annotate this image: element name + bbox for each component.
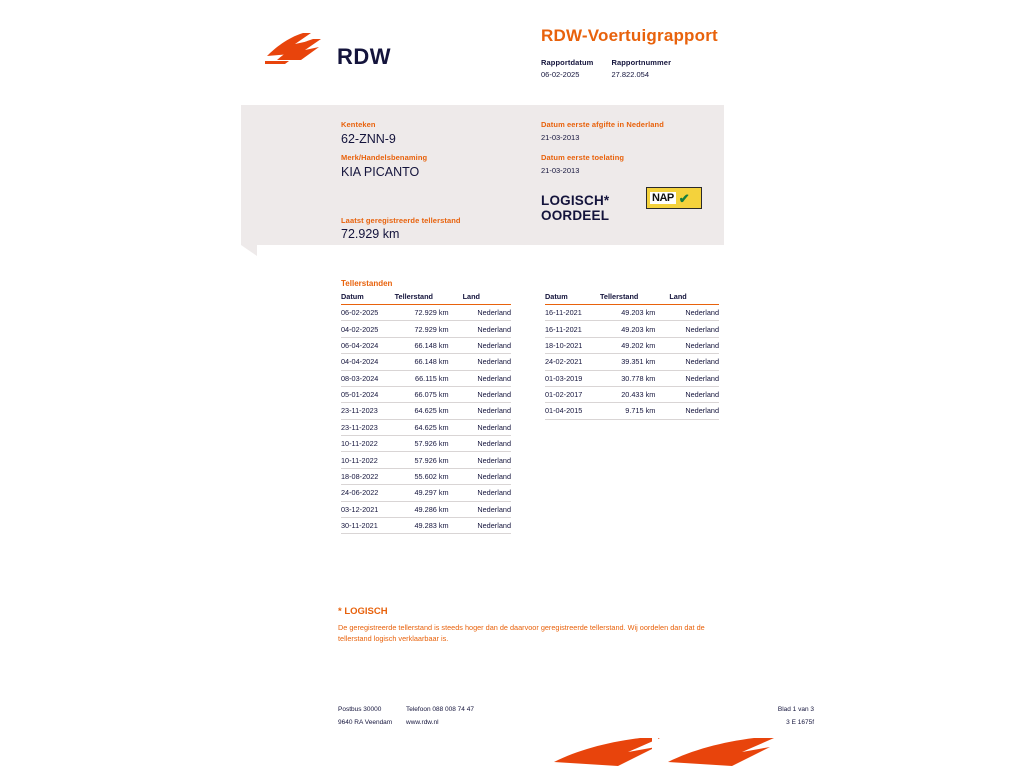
cell-tellerstand: 49.203 km: [600, 321, 669, 337]
table-row: [545, 337, 719, 353]
table-row: [341, 485, 511, 501]
cell-land: Nederland: [669, 354, 719, 370]
datum-eerste-toelating-value: 21-03-2013: [541, 166, 580, 175]
laatste-tellerstand-label: Laatst geregistreerde tellerstand: [341, 216, 461, 225]
header-land: Land: [669, 292, 719, 305]
cell-datum: 23-11-2023: [341, 403, 395, 419]
cell-tellerstand: 66.148 km: [395, 354, 463, 370]
page-title: RDW-Voertuigrapport: [541, 26, 718, 45]
datum-eerste-toelating-label: Datum eerste toelating: [541, 153, 625, 162]
table-row: [341, 386, 511, 402]
cell-land: Nederland: [463, 436, 511, 452]
oordeel-block: [541, 193, 609, 223]
footer-contact: [406, 703, 474, 729]
table-body-left: [341, 305, 511, 534]
header-datum: Datum: [545, 292, 600, 305]
table-row: [341, 468, 511, 484]
header-land: Land: [463, 292, 511, 305]
footer-address: [338, 703, 392, 729]
table-header-row: [545, 292, 719, 305]
cell-datum: 03-12-2021: [341, 501, 395, 517]
footnote-body: De geregistreerde tellerstand is steeds hoger dan de daarvoor geregistreerde tellerstand. Wij oordelen dan dat de tellerstand logisch verklaarbaar is.: [338, 623, 705, 643]
meta-rapportdatum: [541, 58, 593, 79]
kenteken-label: Kenteken: [341, 120, 376, 129]
table-row: [545, 370, 719, 386]
table-row: [341, 370, 511, 386]
nap-badge: [646, 187, 702, 209]
footer-page-info: Blad 1 van 3: [777, 706, 814, 713]
table-row: [545, 403, 719, 419]
cell-tellerstand: 9.715 km: [600, 403, 669, 419]
cell-tellerstand: 30.778 km: [600, 370, 669, 386]
table-row: [341, 436, 511, 452]
cell-land: Nederland: [463, 419, 511, 435]
table-body-right: [545, 305, 719, 420]
table-row: [545, 386, 719, 402]
cell-datum: 18-10-2021: [545, 337, 600, 353]
table-header-row: [341, 292, 511, 305]
meta-rapportdatum-value: 06-02-2025: [541, 70, 580, 79]
cell-tellerstand: 66.148 km: [395, 337, 463, 353]
vehicle-summary-panel: [241, 105, 724, 245]
cell-tellerstand: 64.625 km: [395, 419, 463, 435]
merk-label: Merk/Handelsbenaming: [341, 153, 428, 162]
cell-land: Nederland: [463, 452, 511, 468]
cell-tellerstand: 57.926 km: [395, 452, 463, 468]
tellerstanden-title: Tellerstanden: [341, 279, 393, 288]
table-row: [341, 501, 511, 517]
table-row: [341, 419, 511, 435]
footer-page-info-block: [694, 703, 814, 729]
cell-tellerstand: 66.075 km: [395, 386, 463, 402]
cell-land: Nederland: [463, 337, 511, 353]
footer-address-line-1: Postbus 30000: [338, 706, 382, 713]
brand-name: RDW: [337, 44, 392, 69]
tellerstanden-table-right: [545, 292, 719, 420]
table-row: [341, 305, 511, 321]
datum-eerste-afgifte-label: Datum eerste afgifte in Nederland: [541, 120, 664, 129]
table-row: [341, 403, 511, 419]
table-row: [341, 337, 511, 353]
cell-land: Nederland: [669, 386, 719, 402]
table-row: [341, 452, 511, 468]
table-row: [545, 354, 719, 370]
datum-eerste-afgifte-value: 21-03-2013: [541, 133, 580, 142]
footer-website[interactable]: www.rdw.nl: [406, 719, 439, 726]
panel-notch: [241, 245, 257, 256]
cell-land: Nederland: [463, 468, 511, 484]
cell-datum: 16-11-2021: [545, 305, 600, 321]
cell-datum: 30-11-2021: [341, 517, 395, 533]
cell-tellerstand: 64.625 km: [395, 403, 463, 419]
cell-tellerstand: 55.602 km: [395, 468, 463, 484]
cell-datum: 18-08-2022: [341, 468, 395, 484]
check-icon: ✔: [678, 190, 690, 206]
cell-datum: 06-04-2024: [341, 337, 395, 353]
rdw-logo-block: [265, 22, 465, 72]
cell-tellerstand: 57.926 km: [395, 436, 463, 452]
cell-land: Nederland: [463, 403, 511, 419]
cell-land: Nederland: [463, 517, 511, 533]
cell-datum: 01-03-2019: [545, 370, 600, 386]
merk-value: KIA PICANTO: [341, 165, 420, 179]
meta-rapportnummer: [611, 58, 671, 79]
meta-rapportnummer-value: 27.822.054: [611, 70, 649, 79]
cell-tellerstand: 49.203 km: [600, 305, 669, 321]
oordeel-line-2: OORDEEL: [541, 208, 610, 223]
cell-tellerstand: 66.115 km: [395, 370, 463, 386]
cell-datum: 24-02-2021: [545, 354, 600, 370]
meta-rapportdatum-label: Rapportdatum: [541, 58, 594, 67]
cell-land: Nederland: [669, 403, 719, 419]
cell-land: Nederland: [669, 370, 719, 386]
cell-datum: 01-04-2015: [545, 403, 600, 419]
cell-tellerstand: 72.929 km: [395, 321, 463, 337]
meta-rapportnummer-label: Rapportnummer: [611, 58, 672, 67]
cell-tellerstand: 49.286 km: [395, 501, 463, 517]
cell-datum: 10-11-2022: [341, 436, 395, 452]
rdw-logo-icon: [265, 30, 327, 64]
cell-tellerstand: 72.929 km: [395, 305, 463, 321]
table-row: [545, 305, 719, 321]
nap-label: NAP: [652, 192, 674, 204]
cell-land: Nederland: [463, 321, 511, 337]
cell-datum: 06-02-2025: [341, 305, 395, 321]
cell-land: Nederland: [669, 321, 719, 337]
cell-tellerstand: 49.297 km: [395, 485, 463, 501]
cell-land: Nederland: [669, 337, 719, 353]
cell-datum: 08-03-2024: [341, 370, 395, 386]
report-meta: [541, 58, 689, 79]
cell-datum: 04-04-2024: [341, 354, 395, 370]
footer-address-line-2: 9640 RA Veendam: [338, 719, 393, 726]
kenteken-value: 62-ZNN-9: [341, 132, 396, 146]
cell-land: Nederland: [463, 485, 511, 501]
cell-datum: 16-11-2021: [545, 321, 600, 337]
cell-land: Nederland: [463, 501, 511, 517]
cell-tellerstand: 49.283 km: [395, 517, 463, 533]
cell-land: Nederland: [463, 386, 511, 402]
cell-datum: 05-01-2024: [341, 386, 395, 402]
table-row: [545, 321, 719, 337]
table-row: [341, 354, 511, 370]
cell-land: Nederland: [463, 354, 511, 370]
footnote-title: * LOGISCH: [338, 606, 388, 617]
tellerstanden-table-left: [341, 292, 511, 534]
laatste-tellerstand-value: 72.929 km: [341, 227, 400, 241]
cell-datum: 04-02-2025: [341, 321, 395, 337]
footer-phone: Telefoon 088 008 74 47: [406, 706, 474, 713]
footer-doc-code: 3 E 1675f: [786, 719, 814, 726]
cell-land: Nederland: [463, 305, 511, 321]
header-tellerstand: Tellerstand: [600, 292, 669, 305]
bottom-logo-graphic: [548, 738, 788, 768]
cell-datum: 10-11-2022: [341, 452, 395, 468]
cell-tellerstand: 20.433 km: [600, 386, 669, 402]
header-datum: Datum: [341, 292, 395, 305]
cell-tellerstand: 49.202 km: [600, 337, 669, 353]
table-row: [341, 321, 511, 337]
cell-datum: 01-02-2017: [545, 386, 600, 402]
oordeel-line-1: LOGISCH*: [541, 193, 610, 208]
cell-datum: 24-06-2022: [341, 485, 395, 501]
cell-land: Nederland: [463, 370, 511, 386]
cell-datum: 23-11-2023: [341, 419, 395, 435]
cell-land: Nederland: [669, 305, 719, 321]
header-tellerstand: Tellerstand: [395, 292, 463, 305]
cell-tellerstand: 39.351 km: [600, 354, 669, 370]
table-row: [341, 517, 511, 533]
